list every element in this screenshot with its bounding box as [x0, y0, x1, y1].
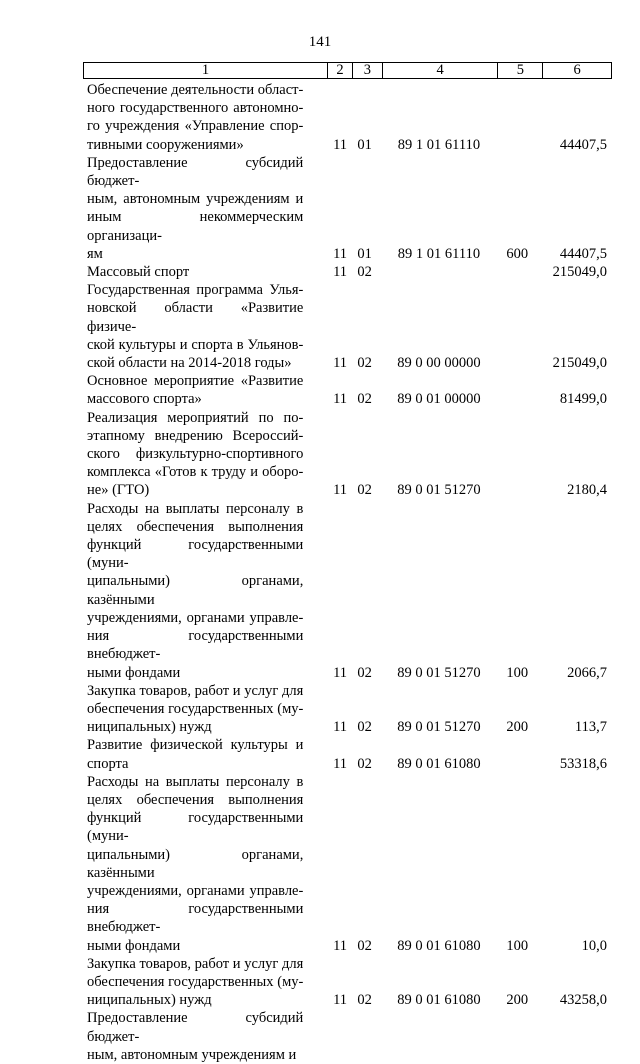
- row-name-line: ния государственными внебюджет-: [87, 901, 304, 936]
- row-name-line: ского физкультурно-спортивного: [87, 446, 304, 463]
- table-row: [87, 154, 607, 263]
- row-name-line: Реализация мероприятий по по-: [87, 409, 304, 426]
- row-section: 11: [333, 664, 348, 681]
- row-amount: 215049,0: [552, 355, 607, 372]
- row-subsection: 02: [357, 482, 372, 499]
- row-name-line: обеспечения государственных (му-: [87, 700, 304, 717]
- row-name-line: ного государственного автономно-: [87, 100, 304, 117]
- table-row: [87, 955, 607, 1010]
- page-number: 141: [308, 34, 332, 50]
- row-name-line: учреждениями, органами управле-: [87, 882, 304, 899]
- row-target-article: 89 0 01 51270: [397, 719, 481, 736]
- table-row: [87, 500, 607, 682]
- row-name-line: Обеспечение деятельности област-: [87, 82, 304, 98]
- row-name: [87, 372, 303, 408]
- row-section: 11: [333, 245, 348, 262]
- row-name-line: Предоставление субсидий бюджет-: [87, 154, 304, 190]
- header-col-4: 4: [383, 63, 499, 78]
- row-name-line: ниципальных) нужд: [87, 719, 212, 736]
- row-name: [87, 409, 303, 500]
- row-section: 11: [333, 719, 348, 736]
- row-amount: 113,7: [574, 719, 607, 736]
- row-section: 11: [333, 937, 348, 954]
- row-expense-type: 200: [506, 992, 529, 1009]
- row-amount: 215049,0: [552, 264, 607, 281]
- row-name: [87, 281, 303, 372]
- row-target-article: 89 0 01 51270: [397, 482, 481, 499]
- row-expense-type: 100: [506, 664, 529, 681]
- row-name-line: Развитие физической культуры и: [87, 737, 304, 754]
- row-amount: 81499,0: [559, 391, 607, 408]
- header-col-1: 1: [84, 63, 328, 78]
- row-name: [87, 736, 303, 772]
- row-subsection: 02: [357, 719, 372, 736]
- table-row: [87, 1009, 607, 1064]
- table-row: [87, 263, 607, 281]
- table-row: [87, 409, 607, 500]
- row-name-line: ния государственными внебюджет-: [87, 628, 304, 663]
- row-section: 11: [333, 264, 348, 281]
- row-target-article: 89 0 01 00000: [397, 391, 481, 408]
- row-amount: 53318,6: [559, 755, 607, 772]
- row-name-line: ям: [87, 245, 103, 262]
- row-subsection: 02: [357, 264, 372, 281]
- row-name-line: Закупка товаров, работ и услуг для: [87, 955, 304, 972]
- row-name-line: ниципальных) нужд: [87, 992, 212, 1009]
- row-name-line: Основное мероприятие «Развитие: [87, 373, 304, 390]
- row-target-article: 89 0 01 61080: [397, 755, 481, 772]
- row-subsection: 01: [357, 136, 372, 153]
- row-name-line: ным, автономным учреждениям и: [87, 1046, 297, 1063]
- row-name-line: целях обеспечения выполнения: [87, 518, 304, 535]
- budget-table-body: [87, 81, 607, 1064]
- row-name-line: ципальными) органами, казёнными: [87, 846, 304, 881]
- table-header: [83, 62, 612, 79]
- row-expense-type: 600: [506, 245, 529, 262]
- table-row: [87, 81, 607, 154]
- row-amount: 44407,5: [559, 136, 607, 153]
- row-name-line: ными фондами: [87, 664, 181, 681]
- row-amount: 43258,0: [559, 992, 607, 1009]
- row-amount: 10,0: [581, 937, 607, 954]
- row-name-line: ципальными) органами, казёнными: [87, 573, 304, 608]
- row-name-line: ской области на 2014-2018 годы»: [87, 355, 292, 372]
- row-name-line: го учреждения «Управление спор-: [87, 118, 304, 135]
- row-target-article: 89 0 01 51270: [397, 664, 481, 681]
- header-col-5: 5: [498, 63, 543, 78]
- row-name: [87, 682, 303, 737]
- row-name-line: ными фондами: [87, 937, 181, 954]
- row-subsection: 02: [357, 992, 372, 1009]
- row-name: [87, 955, 303, 1010]
- table-row: [87, 736, 607, 772]
- row-name-line: Массовый спорт: [87, 264, 190, 281]
- row-name-line: целях обеспечения выполнения: [87, 791, 304, 808]
- row-name-line: функций государственными (муни-: [87, 537, 304, 572]
- row-section: 11: [333, 391, 348, 408]
- row-subsection: 01: [357, 245, 372, 262]
- row-target-article: 89 1 01 61110: [397, 136, 481, 153]
- row-name-line: учреждениями, органами управле-: [87, 609, 304, 626]
- row-name-line: Предоставление субсидий бюджет-: [87, 1010, 304, 1045]
- row-section: 11: [333, 755, 348, 772]
- row-target-article: 89 1 01 61110: [397, 245, 481, 262]
- table-row: [87, 773, 607, 955]
- row-subsection: 02: [357, 355, 372, 372]
- row-name: [87, 81, 303, 154]
- row-name: [87, 154, 303, 263]
- row-subsection: 02: [357, 755, 372, 772]
- row-section: 11: [333, 482, 348, 499]
- header-col-2: 2: [328, 63, 353, 78]
- row-expense-type: 200: [506, 719, 529, 736]
- row-name-line: иным некоммерческим организаци-: [87, 209, 304, 244]
- header-col-6: 6: [573, 62, 581, 78]
- row-subsection: 02: [357, 391, 372, 408]
- row-target-article: 89 0 00 00000: [397, 355, 481, 372]
- row-subsection: 02: [357, 937, 372, 954]
- row-name-line: массового спорта»: [87, 391, 202, 408]
- row-name-line: Государственная программа Улья-: [87, 282, 304, 299]
- row-target-article: 89 0 01 61080: [397, 992, 481, 1009]
- row-target-article: 89 0 01 61080: [397, 937, 481, 954]
- row-expense-type: 100: [506, 937, 529, 954]
- table-row: [87, 682, 607, 737]
- row-subsection: 02: [357, 664, 372, 681]
- row-name-line: этапному внедрению Всероссий-: [87, 427, 304, 444]
- row-amount: 2180,4: [567, 482, 607, 499]
- row-name-line: новской области «Развитие физиче-: [87, 300, 304, 335]
- row-section: 11: [333, 136, 348, 153]
- row-name-line: тивными сооружениями»: [87, 136, 244, 153]
- row-name-line: спорта: [87, 755, 129, 772]
- row-amount: 44407,5: [559, 245, 607, 262]
- header-col-3: 3: [353, 63, 383, 78]
- row-name-line: ской культуры и спорта в Ульянов-: [87, 336, 304, 353]
- table-row: [87, 372, 607, 408]
- row-name: [87, 773, 303, 955]
- row-name-line: комплекса «Готов к труду и оборо-: [87, 464, 304, 481]
- row-name: [87, 263, 303, 281]
- row-name-line: Закупка товаров, работ и услуг для: [87, 682, 304, 699]
- row-name: [87, 1009, 303, 1064]
- row-section: 11: [333, 355, 348, 372]
- row-section: 11: [333, 992, 348, 1009]
- row-amount: 2066,7: [567, 664, 607, 681]
- table-row: [87, 281, 607, 372]
- row-name-line: Расходы на выплаты персоналу в: [87, 500, 304, 517]
- row-name-line: не» (ГТО): [87, 482, 150, 499]
- row-name-line: ным, автономным учреждениям и: [87, 191, 304, 208]
- row-name-line: обеспечения государственных (му-: [87, 973, 304, 990]
- row-name-line: Расходы на выплаты персоналу в: [87, 773, 304, 790]
- row-name-line: функций государственными (муни-: [87, 810, 304, 845]
- row-name: [87, 500, 303, 682]
